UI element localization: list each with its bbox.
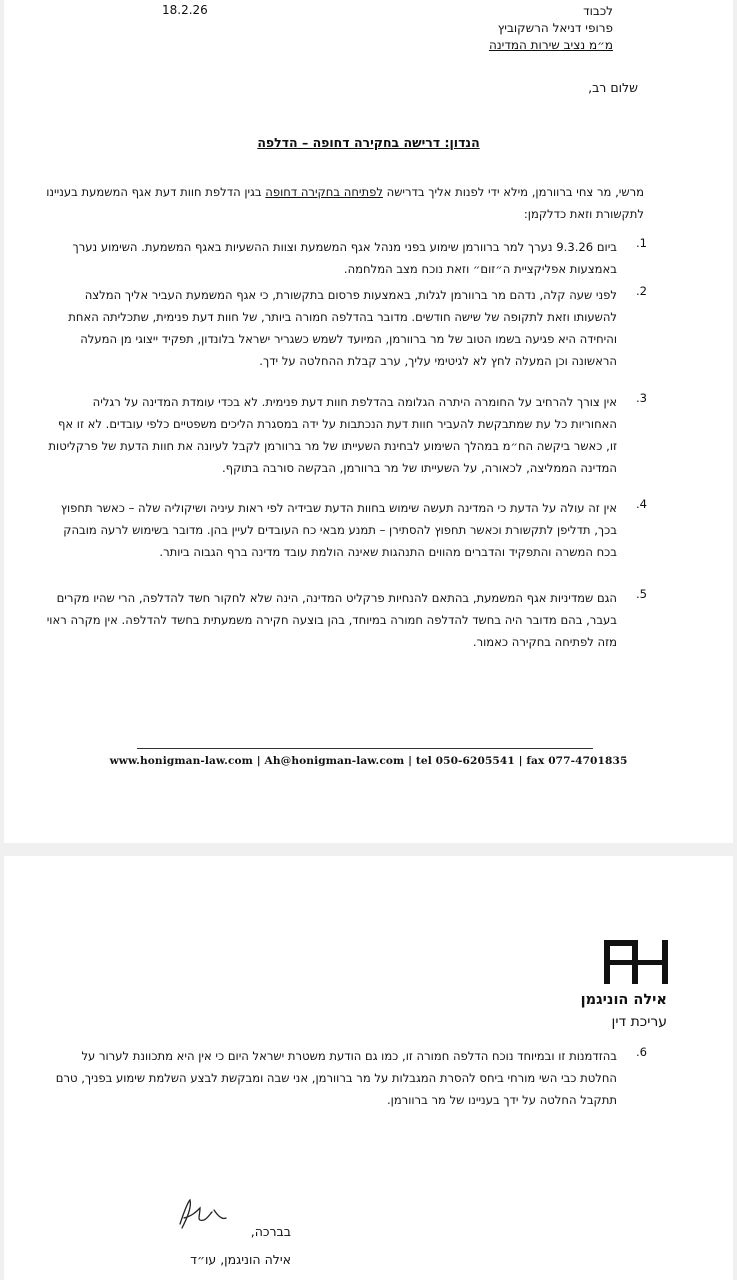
footer-contact: www.honigman-law.com | Ah@honigman-law.com | tel 050-6205541 | fax 077-4701835 bbox=[109, 755, 628, 767]
item-number: .6 bbox=[636, 1045, 648, 1059]
item-paragraph: בהזדמנות זו ובמיוחד נוכח הדלפה חמורה זו, כמו גם הודעת משטרת ישראל היום כי אין היא מתכוונת לערור על החלטת כבי השי מורחי ביחס להסרת המגבלות על מר ברוורמן, אני שבה ומבקשת לבצע השלמת שימוע בפניך, טרם תתקבל החלטה על ידך בעניינו של מר ברוורמן. bbox=[55, 1049, 617, 1107]
closing: בברכה, bbox=[250, 1224, 291, 1239]
item-number: .5 bbox=[636, 587, 648, 601]
recipient-block bbox=[489, 3, 613, 54]
intro-paragraph bbox=[46, 181, 644, 225]
intro-text-1: מרשי, מר צחי ברוורמן, מילא ידי לפנות אליך בדרישה bbox=[382, 185, 644, 199]
item-paragraph: אין זה עולה על הדעת כי המדינה תעשה שימוש בחוות הדעת שבידיה לפי ראות עיניה ושיקוליה שלה – כאשר תחפוץ בכך, תדליפן לתקשורת וכאשר תחפוץ להסתירן – תמנע מבאי כח העובדים לעיין בהן. מדובר בשימוש לרעה מובהק בכח המשרה והתפקיד והדברים מהווים התנהגות שאינה הולמת עובד מדינה ברף הגבוה ביותר. bbox=[60, 501, 617, 559]
item-number: .4 bbox=[636, 497, 648, 511]
logo-mark bbox=[602, 936, 672, 986]
letter-page-1 bbox=[4, 0, 733, 843]
item-number: .1 bbox=[636, 236, 648, 250]
greeting: שלום רב, bbox=[588, 80, 638, 95]
signature-icon bbox=[174, 1194, 234, 1236]
letter-page-2 bbox=[4, 856, 733, 1280]
item-number: .2 bbox=[636, 284, 648, 298]
letter-date: 18.2.26 bbox=[162, 3, 208, 17]
logo-name: אילה הוניגמן bbox=[580, 992, 667, 1008]
item-paragraph: הגם שמדיניות אגף המשמעת, בהתאם להנחיות פרקליט המדינה, הינה שלא לחקור חשד להדלפה, הרי שהיו מקרים בעבר, בהם מדובר היה בחשד להדלפה חמורה במיוחד, בהן בוצעה חקירה משמעתית בחשד להדלפה. אין מקרה ראוי מזה לפתיחה בחקירה כאמור. bbox=[46, 591, 617, 649]
recipient-name: פרופי דניאל הרשקוביץ bbox=[497, 21, 613, 35]
item-paragraph: לפני שעה קלה, נדהם מר ברוורמן לגלות, באמצעות פרסום בתקשורת, כי אגף המשמעת העביר אליך המלצה להשעותו וזאת לתקופה של שישה חודשים. מדובר בהדלפה חמורה ביותר, של חוות דעת פנימית, שתכליתה האחת והיחידה היא פגיעה בשמו הטוב של מר ברוורמן, המיועד לשמש כשגריר ישראל בלונדון, תפקיד ייצוגי מן המעלה הראשונה וכן המעלה לחץ לא לגיטימי עליך, ערב קבלת ההחלטה על ידך. bbox=[68, 288, 617, 368]
intro-text-2: בגין הדלפת חוות דעת אגף המשמעת בעניינו לתקשורת וזאת כדלקמן: bbox=[46, 185, 644, 221]
recipient-line-1: לכבוד bbox=[583, 4, 613, 18]
signer-name: אילה הוניגמן, עו״ד bbox=[190, 1252, 291, 1267]
logo-subtitle: עריכת דין bbox=[611, 1014, 667, 1030]
recipient-title: מ״מ נציב שירות המדינה bbox=[488, 38, 613, 52]
handwritten-signature bbox=[174, 1194, 234, 1236]
item-number: .3 bbox=[636, 391, 648, 405]
subject-line: הנדון: דרישה בחקירה דחופה – הדלפה bbox=[257, 135, 480, 150]
footer-divider bbox=[137, 748, 593, 749]
item-paragraph: אין צורך להרחיב על החומרה היתרה הגלומה בהדלפת חוות דעת פנימית. לא בכדי עומדת המדינה על רגליה האחוריות כל עת שמתבקשת להעביר חוות דעת הנכתבות על ידה במסגרת הליכים משפטיים כלפי עובדים. לא זו אף זו, כאשר ביקשה הח״מ במהלך השימוע לבחינת השעייתו של מר ברוורמן לקבל לעיונה את חוות הדעת של פרקליטות המדינה הממליצה, לכאורה, על השעייתו של מר ברוורמן, הבקשה סורבה בתוקף. bbox=[48, 395, 617, 475]
item-paragraph: ביום 9.3.26 נערך למר ברוורמן שימוע בפני מנהל אגף המשמעת וצוות ההשעיות באגף המשמעת. השימוע נערך באמצעות אפליקציית ה״זום״ וזאת נוכח מצב המלחמה. bbox=[72, 240, 617, 276]
ah-logo-icon bbox=[602, 936, 672, 986]
intro-text-underlined: לפתיחה בחקירה דחופה bbox=[265, 185, 383, 199]
